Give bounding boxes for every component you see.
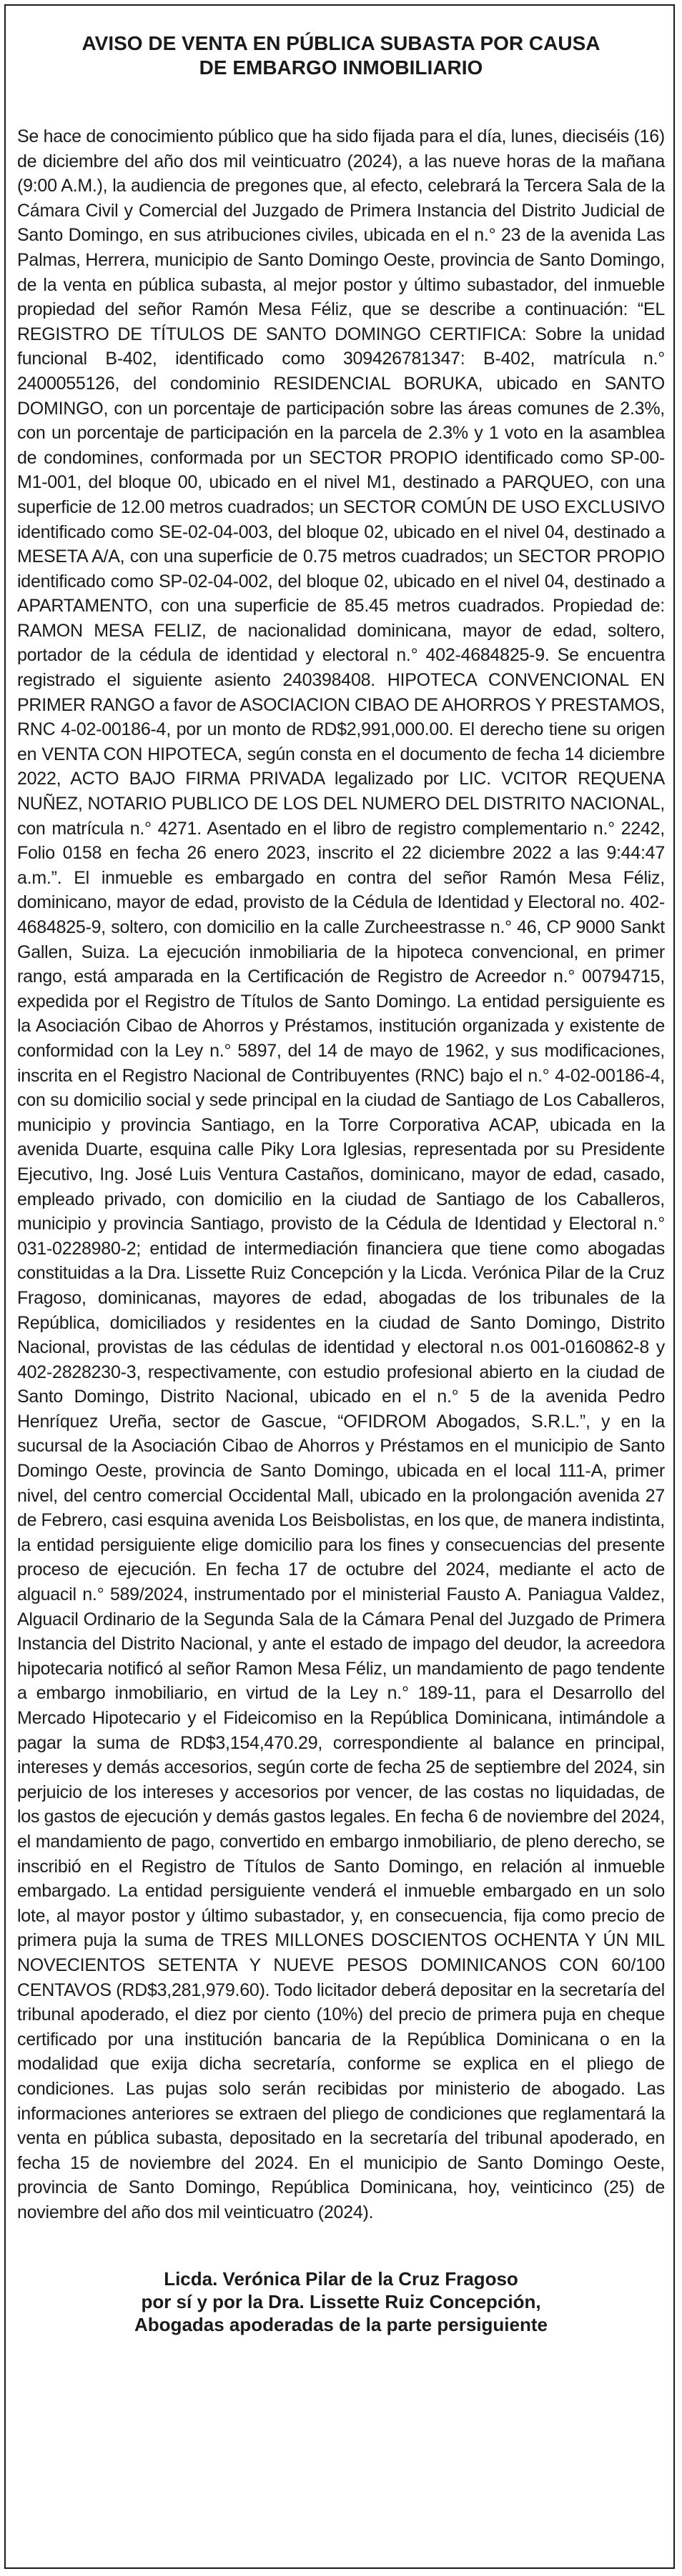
notice-content — [17, 31, 665, 2336]
title-line-1: AVISO DE VENTA EN PÚBLICA SUBASTA POR CAUSA — [81, 32, 601, 54]
title-line-2: DE EMBARGO INMOBILIARIO — [199, 56, 483, 79]
notice-body: Se hace de conocimiento público que ha sido fijada para el día, lunes, dieciséis (16) de diciembre del año dos mil veinticuatro (2024), a las nueve horas de la mañana (9:00 A.M.), la audiencia de pregones que, al efecto, celebrará la Tercera Sala de la Cámara Civil y Comercial del Juzgado de Primera Instancia del Distrito Judicial de Santo Domingo, en sus atribuciones civiles, ubicada en el n.° 23 de la avenida Las Palmas, Herrera, municipio de Santo Domingo Oeste, provincia de Santo Domingo, de la venta en pública subasta, al mejor postor y último subastador, del inmueble propiedad del señor Ramón Mesa Féliz, que se describe a continuación: “EL REGISTRO DE TÍTULOS DE SANTO DOMINGO CERTIFICA: Sobre la unidad funcional B-402, identificado como 309426781347: B-402, matrícula n.° 2400055126, del condominio RESIDENCIAL BORUKA, ubicado en SANTO DOMINGO, con un porcentaje de participación sobre las áreas comunes de 2.3%, con un porcentaje de participación en la parcela de 2.3% y 1 voto en la asamblea de condomines, conformada por un SECTOR PROPIO identificado como SP-00-M1-001, del bloque 00, ubicado en el nivel M1, destinado a PARQUEO, con una superficie de 12.00 metros cuadrados; un SECTOR COMÚN DE USO EXCLUSIVO identificado como SE-02-04-003, del bloque 02, ubicado en el nivel 04, destinado a MESETA A/A, con una superficie de 0.75 metros cuadrados; un SECTOR PROPIO identificado como SP-02-04-002, del bloque 02, ubicado en el nivel 04, destinado a APARTAMENTO, con una superficie de 85.45 metros cuadrados. Propiedad de: RAMON MESA FELIZ, de nacionalidad dominicana, mayor de edad, soltero, portador de la cédula de identidad y electoral n.° 402-4684825-9. Se encuentra registrado el siguiente asiento 240398408. HIPOTECA CONVENCIONAL EN PRIMER RANGO a favor de ASOCIACION CIBAO DE AHORROS Y PRESTAMOS, RNC 4-02-00186-4, por un monto de RD$2,991,000.00. El derecho tiene su origen en VENTA CON HIPOTECA, según consta en el documento de fecha 14 diciembre 2022, ACTO BAJO FIRMA PRIVADA legalizado por LIC. VCITOR REQUENA NUÑEZ, NOTARIO PUBLICO DE LOS DEL NUMERO DEL DISTRITO NACIONAL, con matrícula n.° 4271. Asentado en el libro de registro complementario n.° 2242, Folio 0158 en fecha 26 enero 2023, inscrito el 22 diciembre 2022 a las 9:44:47 a.m.”. El inmueble es embargado en contra del señor Ramón Mesa Féliz, dominicano, mayor de edad, provisto de la Cédula de Identidad y Electoral no. 402-4684825-9, soltero, con domicilio en la calle Zurcheestrasse n.° 46, CP 9000 Sankt Gallen, Suiza. La ejecución inmobiliaria de la hipoteca convencional, en primer rango, está amparada en la Certificación de Registro de Acreedor n.° 00794715, expedida por el Registro de Títulos de Santo Domingo. La entidad persiguiente es la Asociación Cibao de Ahorros y Préstamos, institución organizada y existente de conformidad con la Ley n.° 5897, del 14 de mayo de 1962, y sus modificaciones, inscrita en el Registro Nacional de Contribuyentes (RNC) bajo el n.° 4-02-00186-4, con su domicilio social y sede principal en la ciudad de Santiago de Los Caballeros, municipio y provincia Santiago, en la Torre Corporativa ACAP, ubicada en la avenida Duarte, esquina calle Piky Lora Iglesias, representada por su Presidente Ejecutivo, Ing. José Luis Ventura Castaños, dominicano, mayor de edad, casado, empleado privado, con domicilio en la ciudad de Santiago de los Caballeros, municipio y provincia Santiago, provisto de la Cédula de Identidad y Electoral n.° 031-0228980-2; entidad de intermediación financiera que tiene como abogadas constituidas a la Dra. Lissette Ruiz Concepción y la Licda. Verónica Pilar de la Cruz Fragoso, dominicanas, mayores de edad, abogadas de los tribunales de la República, domiciliados y residentes en la ciudad de Santo Domingo, Distrito Nacional, provistas de las cédulas de identidad y electoral n.os 001-0160862-8 y 402-2828230-3, respectivamente, con estudio profesional abierto en la ciudad de Santo Domingo, Distrito Nacional, ubicado en el n.° 5 de la avenida Pedro Henríquez Ureña, sector de Gascue, “OFIDROM Abogados, S.R.L.”, y en la sucursal de la Asociación Cibao de Ahorros y Préstamos en el municipio de Santo Domingo Oeste, provincia de Santo Domingo, ubicada en el local 111-A, primer nivel, del centro comercial Occidental Mall, ubicado en la prolongación avenida 27 de Febrero, casi esquina avenida Los Beisbolistas, en los que, de manera indistinta, la entidad persiguiente elige domicilio para los fines y consecuencias del presente proceso de ejecución. En fecha 17 de octubre del 2024, mediante el acto de alguacil n.° 589/2024, instrumentado por el ministerial Fausto A. Paniagua Valdez, Alguacil Ordinario de la Segunda Sala de la Cámara Penal del Juzgado de Primera Instancia del Distrito Nacional, y ante el estado de impago del deudor, la acreedora hipotecaria notificó al señor Ramon Mesa Féliz, un mandamiento de pago tendente a embargo inmobiliario, en virtud de la Ley n.° 189-11, para el Desarrollo del Mercado Hipotecario y el Fideicomiso en la República Dominicana, intimándole a pagar la suma de RD$3,154,470.29, correspondiente al balance en principal, intereses y demás accesorios, según corte de fecha 25 de septiembre del 2024, sin perjuicio de los intereses y accesorios por vencer, de las costas no liquidadas, de los gastos de ejecución y demás gastos legales. En fecha 6 de noviembre del 2024, el mandamiento de pago, convertido en embargo inmobiliario, de pleno derecho, se inscribió en el Registro de Títulos de Santo Domingo, en relación al inmueble embargado. La entidad persiguiente venderá el inmueble embargado en un solo lote, al mayor postor y último subastador, y, en consecuencia, fija como precio de primera puja la suma de TRES MILLONES DOSCIENTOS OCHENTA Y ÚN MIL NOVECIENTOS SETENTA Y NUEVE PESOS DOMINICANOS CON 60/100 CENTAVOS (RD$3,281,979.60). Todo licitador deberá depositar en la secretaría del tribunal apoderado, el diez por ciento (10%) del precio de primera puja en cheque certificado por una institución bancaria de la República Dominicana o en la modalidad que exija dicha secretaría, conforme se explica en el pliego de condiciones. Las pujas solo serán recibidas por ministerio de abogado. Las informaciones anteriores se extraen del pliego de condiciones que reglamentará la venta en pública subasta, depositado en la secretaría del tribunal apoderado, en fecha 15 de noviembre del 2024. En el municipio de Santo Domingo Oeste, provincia de Santo Domingo, República Dominicana, hoy, veinticinco (25) de noviembre del año dos mil veinticuatro (2024). — [17, 126, 665, 2222]
signature-block — [17, 2267, 665, 2336]
signature-on-behalf: por sí y por la Dra. Lissette Ruiz Concepción, — [141, 2291, 541, 2313]
notice-title — [17, 31, 665, 80]
signature-role: Abogadas apoderadas de la parte persiguiente — [134, 2314, 548, 2336]
signature-name: Licda. Verónica Pilar de la Cruz Fragoso — [164, 2268, 518, 2290]
